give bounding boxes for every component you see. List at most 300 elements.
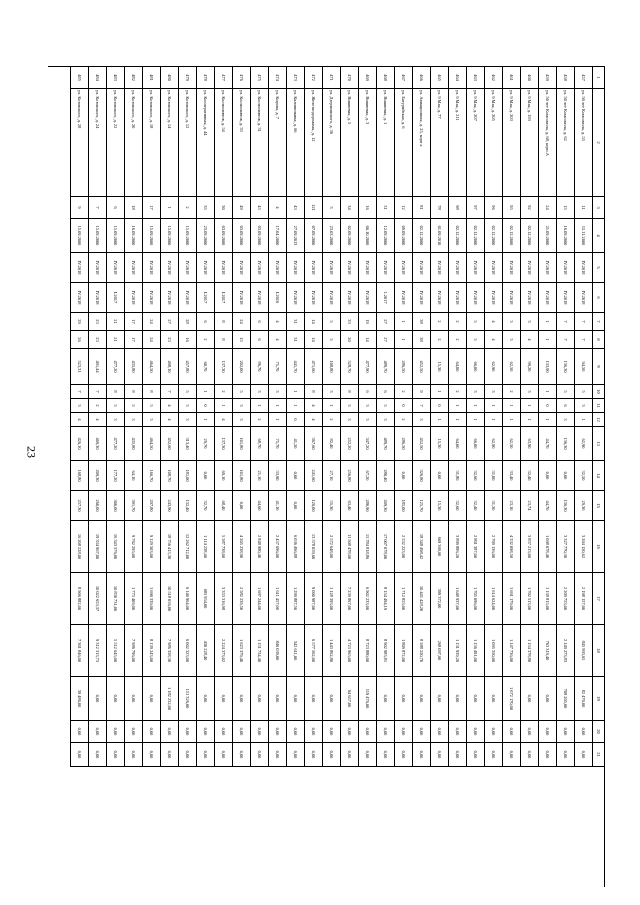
table-cell: 0,00: [268, 677, 286, 721]
table-cell: 38: [412, 313, 430, 331]
table-cell: 481: [142, 67, 160, 89]
table-cell: 0,00: [70, 743, 88, 767]
table-cell: 64,00: [448, 349, 466, 385]
table-cell: 0,00: [394, 461, 412, 491]
table-cell: 0,00: [394, 743, 412, 767]
table-cell: 4: [268, 313, 286, 331]
table-cell: 498,10: [160, 349, 178, 385]
table-cell: 62,90: [484, 427, 502, 461]
table-cell: ул. Котовского, д. 28: [70, 89, 88, 197]
table-cell: 2: [394, 413, 412, 427]
table-cell: 11 508 478,00: [340, 521, 358, 573]
table-cell: 0,00: [322, 677, 340, 721]
table-cell: 0,00: [538, 677, 556, 721]
table-cell: 1: [538, 413, 556, 427]
table-cell: 0,00: [250, 721, 268, 743]
column-header: 1: [592, 67, 604, 89]
table-cell: 0,00: [556, 743, 574, 767]
table-cell: 55,30: [322, 491, 340, 521]
table-cell: 0,00: [448, 743, 466, 767]
table-cell: 34: [340, 197, 358, 219]
table-cell: 0: [196, 399, 214, 413]
table-cell: 18 756 415,30: [160, 521, 178, 573]
table-cell: 21: [106, 313, 124, 331]
table-cell: IV.2018: [520, 253, 538, 283]
table-cell: 0,00: [412, 721, 430, 743]
table-cell: 0: [286, 413, 304, 427]
table-cell: 8: [214, 313, 232, 331]
table-cell: ул. Вишневая, д. 3: [358, 89, 376, 197]
table-cell: 15: [232, 331, 250, 349]
table-cell: 0,00: [232, 743, 250, 767]
column-header: 13: [592, 427, 604, 461]
table-cell: 126,00: [304, 491, 322, 521]
table-cell: 03.09.2000: [214, 219, 232, 253]
table-cell: 02.12.2000: [448, 219, 466, 253]
table-cell: 0,00: [88, 677, 106, 721]
table-cell: 5: [124, 399, 142, 413]
table-cell: ул. Котовского, д. 18: [142, 89, 160, 197]
table-cell: 347,20: [358, 427, 376, 461]
table-cell: 1 809 872,00: [394, 625, 412, 677]
table-cell: 0,00: [142, 721, 160, 743]
table-cell: 7 986 358,30: [160, 625, 178, 677]
table-cell: 1: [448, 399, 466, 413]
table-cell: 24: [232, 313, 250, 331]
column-header: 12: [592, 413, 604, 427]
table-cell: 4: [70, 413, 88, 427]
table-cell: IV.2018: [394, 283, 412, 313]
table-cell: 0,00: [88, 743, 106, 767]
table-cell: 1 151 734,40: [250, 625, 268, 677]
table-cell: 458: [556, 67, 574, 89]
table-cell: 2: [430, 331, 448, 349]
table-cell: 1: [286, 399, 304, 413]
table-cell: 475: [250, 67, 268, 89]
table-cell: 4: [304, 413, 322, 427]
table-cell: 3: [124, 413, 142, 427]
table-cell: I.2017: [196, 283, 214, 313]
table-cell: 471: [322, 67, 340, 89]
table-cell: 2 801 387,00: [466, 521, 484, 573]
table-cell: 477: [214, 67, 232, 89]
table-cell: IV.2018: [430, 283, 448, 313]
table-cell: 67,20: [358, 461, 376, 491]
table-cell: 5: [466, 331, 484, 349]
table-cell: 466: [412, 67, 430, 89]
table-cell: 2 582 239,50: [232, 573, 250, 625]
table-cell: 2 457 696,00: [268, 521, 286, 573]
table-cell: 209,30: [376, 491, 394, 521]
table-cell: 82,40: [322, 427, 340, 461]
table-cell: IV.2018: [412, 253, 430, 283]
table-cell: 0,00: [538, 461, 556, 491]
table-cell: IV.2018: [142, 253, 160, 283]
table-cell: 21.09.2000: [538, 219, 556, 253]
table-cell: 0,00: [466, 721, 484, 743]
table-cell: 0,00: [286, 721, 304, 743]
table-cell: 483: [106, 67, 124, 89]
table-cell: 15,30: [430, 427, 448, 461]
table-cell: 1: [196, 413, 214, 427]
table-cell: 0,00: [538, 721, 556, 743]
column-header: 14: [592, 461, 604, 491]
table-cell: ул. 9 Мая, д. 205: [484, 89, 502, 197]
table-cell: 20: [340, 331, 358, 349]
table-cell: 3: [466, 385, 484, 399]
table-cell: 0,00: [466, 677, 484, 721]
table-cell: 07.09.2000: [304, 219, 322, 253]
table-cell: 16 343 376,00: [106, 521, 124, 573]
table-cell: 45: [250, 197, 268, 219]
table-cell: 17.04.2000: [268, 219, 286, 253]
table-cell: 1: [430, 413, 448, 427]
table-cell: ул. Калиничкина, д. 66: [286, 89, 304, 197]
table-cell: 68,70: [250, 427, 268, 461]
table-cell: ул. 9 Мая, д. 211: [448, 89, 466, 197]
table-cell: 0,00: [304, 743, 322, 767]
table-cell: 3: [178, 399, 196, 413]
table-cell: 119 476,00: [358, 677, 376, 721]
table-cell: 44,60: [250, 491, 268, 521]
table-cell: 26: [70, 331, 88, 349]
table-cell: 166,70: [142, 461, 160, 491]
table-cell: 845 993,65: [574, 625, 592, 677]
table-cell: 2 209 753,00: [556, 573, 574, 625]
table-cell: 32,60: [448, 491, 466, 521]
table-cell: 11: [574, 197, 592, 219]
table-cell: 476: [232, 67, 250, 89]
table-cell: 6: [250, 331, 268, 349]
table-cell: 82 470,00: [574, 677, 592, 721]
table-cell: 15.11.2000: [574, 219, 592, 253]
table-cell: 243,90: [160, 491, 178, 521]
table-cell: 10 441 428,20: [412, 573, 430, 625]
table-cell: 0,00: [214, 743, 232, 767]
table-cell: 5: [574, 385, 592, 399]
table-cell: 3 353 316,98: [214, 573, 232, 625]
table-cell: 17: [142, 197, 160, 219]
table-cell: 485: [70, 67, 88, 89]
table-cell: 2 224 373,02: [214, 625, 232, 677]
table-cell: 300,00: [106, 491, 124, 521]
table-cell: IV.2018: [88, 283, 106, 313]
table-cell: 452,50: [412, 349, 430, 385]
table-cell: 23: [160, 331, 178, 349]
table-cell: 1 648 937,00: [448, 573, 466, 625]
table-cell: 342 611,00: [286, 625, 304, 677]
table-cell: 81: [412, 197, 430, 219]
table-cell: 8: [304, 385, 322, 399]
table-cell: 4 332 098,50: [502, 521, 520, 573]
table-cell: 1 623 379,40: [232, 625, 250, 677]
table-cell: 27: [376, 331, 394, 349]
table-cell: 280,90: [358, 491, 376, 521]
table-cell: 0: [538, 399, 556, 413]
table-cell: 32,50: [574, 461, 592, 491]
table-cell: 7: [556, 331, 574, 349]
table-cell: 41,10: [268, 491, 286, 521]
table-cell: 16: [358, 197, 376, 219]
table-cell: 31: [376, 197, 394, 219]
table-cell: 0,00: [430, 677, 448, 721]
column-header: 8: [592, 331, 604, 349]
table-cell: 29,70: [196, 427, 214, 461]
table-cell: 14: [304, 313, 322, 331]
table-cell: 3 327 770,30: [556, 521, 574, 573]
table-cell: 523,31: [70, 349, 88, 385]
table-cell: 0,00: [196, 461, 214, 491]
table-cell: 6: [106, 197, 124, 219]
table-cell: 4: [484, 331, 502, 349]
table-cell: IV.2018: [502, 253, 520, 283]
table-cell: 202,00: [232, 349, 250, 385]
table-cell: 1: [268, 399, 286, 413]
table-cell: 1: [430, 385, 448, 399]
table-cell: 0,00: [340, 721, 358, 743]
table-cell: 17 007 078,00: [376, 521, 394, 573]
table-cell: 94,50: [574, 349, 592, 385]
table-cell: 8: [106, 385, 124, 399]
table-cell: 1: [466, 413, 484, 427]
table-cell: 0: [394, 399, 412, 413]
table-cell: 62,50: [502, 349, 520, 385]
table-cell: 452,60: [160, 427, 178, 461]
table-cell: 7 301 846,00: [70, 625, 88, 677]
table-cell: 461: [502, 67, 520, 89]
table-frame: [49, 66, 605, 886]
table-cell: 02.12.2000: [466, 219, 484, 253]
table-cell: 1: [160, 197, 178, 219]
table-cell: 23,74: [520, 491, 538, 521]
table-cell: 0,00: [358, 721, 376, 743]
table-cell: ул. Вишневая, д. 1: [376, 89, 394, 197]
table-cell: 2 532 223,00: [394, 521, 412, 573]
table-cell: 0,00: [124, 743, 142, 767]
table-cell: 1 691 179,00: [502, 573, 520, 625]
table-cell: ул. 50 лет Комсомола, д. 62: [556, 89, 574, 197]
table-cell: 1: [394, 313, 412, 331]
table-cell: 685 954,00: [196, 573, 214, 625]
table-cell: 3: [358, 413, 376, 427]
table-cell: 185,00: [394, 491, 412, 521]
table-cell: 99,20: [520, 349, 538, 385]
table-cell: 0,00: [160, 721, 178, 743]
table-cell: 4: [214, 413, 232, 427]
table-cell: IV.2018: [574, 283, 592, 313]
table-cell: 06.10.2000: [358, 219, 376, 253]
table-cell: 02.09.2000: [340, 219, 358, 253]
table-cell: 7: [160, 385, 178, 399]
column-header: 5: [592, 253, 604, 283]
table-cell: 470: [340, 67, 358, 89]
table-cell: 0,00: [286, 677, 304, 721]
table-cell: 0,00: [304, 721, 322, 743]
table-cell: 1: [520, 399, 538, 413]
table-cell: 474: [268, 67, 286, 89]
table-cell: ул. 9 Мая, д. 77: [430, 89, 448, 197]
table-cell: 2: [322, 413, 340, 427]
table-cell: 1 690 339,00: [142, 573, 160, 625]
table-cell: 479: [178, 67, 196, 89]
table-cell: 1: [322, 399, 340, 413]
table-cell: 5: [466, 313, 484, 331]
table-cell: 7: [88, 385, 106, 399]
table-cell: 0,00: [250, 743, 268, 767]
table-cell: 136,30: [556, 349, 574, 385]
table-cell: 24: [142, 331, 160, 349]
table-cell: ул. Котовского, д. 24: [88, 89, 106, 197]
column-header: 10: [592, 385, 604, 399]
table-cell: 136,30: [556, 491, 574, 521]
table-cell: IV.2018: [430, 253, 448, 283]
table-cell: 3 204 150,62: [574, 521, 592, 573]
table-cell: 92: [520, 197, 538, 219]
table-cell: 23.09.2000: [196, 219, 214, 253]
table-cell: 02.12.2000: [520, 219, 538, 253]
table-cell: IV.2018: [484, 283, 502, 313]
table-cell: 469,30: [88, 427, 106, 461]
table-cell: 1 702 513,00: [520, 573, 538, 625]
table-cell: 6: [196, 313, 214, 331]
table-cell: 10 022 653,37: [88, 573, 106, 625]
table-cell: 8 906 882,00: [70, 573, 88, 625]
table-cell: IV.2018: [574, 253, 592, 283]
table-cell: 1 147 736,00: [502, 625, 520, 677]
table-cell: ул. Железнодорожная, д. 12: [304, 89, 322, 197]
table-cell: 286,50: [394, 427, 412, 461]
table-cell: 18: [124, 197, 142, 219]
table-cell: 5 512 645,00: [106, 625, 124, 677]
table-cell: 3: [106, 413, 124, 427]
table-cell: IV.2018: [466, 253, 484, 283]
table-cell: 472: [304, 67, 322, 89]
table-cell: 0,00: [448, 677, 466, 721]
table-cell: 2: [448, 385, 466, 399]
table-cell: 0,00: [376, 721, 394, 743]
table-cell: IV.2018: [250, 283, 268, 313]
table-cell: 1 614 624,00: [484, 573, 502, 625]
table-cell: 3: [502, 331, 520, 349]
table-cell: ул. Котовского, д. 22: [106, 89, 124, 197]
table-cell: 0,00: [412, 677, 430, 721]
table-cell: 0,00: [106, 677, 124, 721]
table-cell: 3: [322, 197, 340, 219]
table-cell: 0,00: [88, 721, 106, 743]
table-cell: IV.2018: [88, 253, 106, 283]
table-cell: IV.2018: [394, 253, 412, 283]
table-cell: 435,80: [124, 427, 142, 461]
table-cell: ул. Кирова, д. 7: [268, 89, 286, 197]
table-cell: 133,90: [538, 349, 556, 385]
table-cell: IV.2018: [304, 283, 322, 313]
table-cell: 1: [250, 399, 268, 413]
table-cell: 3: [520, 385, 538, 399]
table-cell: 0,00: [286, 491, 304, 521]
table-cell: 7: [574, 331, 592, 349]
table-cell: 8 154 494,19: [376, 573, 394, 625]
table-cell: 41,20: [286, 427, 304, 461]
table-cell: 1 114 238,40: [196, 521, 214, 573]
table-cell: 6 140 964,00: [178, 573, 196, 625]
column-header: 20: [592, 721, 604, 743]
table-cell: 7: [412, 399, 430, 413]
table-cell: 4 723 965,00: [340, 625, 358, 677]
table-cell: 482: [124, 67, 142, 89]
table-cell: IV.2018: [214, 253, 232, 283]
table-cell: 9: [412, 385, 430, 399]
table-cell: ул. Космонавтов, д. 54: [214, 89, 232, 197]
table-cell: 669 369,60: [430, 521, 448, 573]
table-cell: 3: [340, 413, 358, 427]
table-cell: 4: [484, 313, 502, 331]
table-cell: 399 372,00: [430, 573, 448, 625]
table-cell: 4: [520, 331, 538, 349]
table-cell: 457: [574, 67, 592, 89]
table-cell: 1: [214, 399, 232, 413]
table-cell: 02.12.2000: [502, 219, 520, 253]
table-cell: 257,30: [70, 491, 88, 521]
table-cell: 35: [196, 197, 214, 219]
table-cell: 16.09.2000: [124, 219, 142, 253]
table-cell: ул. Батурийская, д. 6: [394, 89, 412, 197]
table-cell: 5: [232, 385, 250, 399]
table-cell: ул. 9 Мая, д. 203: [502, 89, 520, 197]
table-cell: ул. 9 Мая, д. 207: [466, 89, 484, 197]
table-cell: IV.2018: [484, 253, 502, 283]
column-header: 4: [592, 219, 604, 253]
table-cell: 0,00: [520, 743, 538, 767]
table-cell: ул. Дзержинского, д. 36: [322, 89, 340, 197]
table-cell: 94 657,00: [340, 677, 358, 721]
table-cell: 177,20: [106, 461, 124, 491]
table-cell: 2: [196, 331, 214, 349]
table-cell: 75,70: [268, 349, 286, 385]
table-cell: 268 097,60: [430, 625, 448, 677]
table-cell: 15,30: [430, 491, 448, 521]
table-cell: 1: [574, 413, 592, 427]
table-cell: 489,70: [376, 427, 394, 461]
table-cell: 2: [88, 399, 106, 413]
table-cell: 457,80: [178, 349, 196, 385]
table-cell: 02.12.2000: [412, 219, 430, 253]
table-cell: 0,00: [448, 721, 466, 743]
table-cell: 297,80: [142, 491, 160, 521]
page-number: 23: [24, 446, 39, 458]
table-cell: 66,00: [466, 349, 484, 385]
table-cell: 1: [196, 385, 214, 399]
table-cell: IV.2018: [106, 253, 124, 283]
table-cell: IV.2018: [304, 253, 322, 283]
table-cell: IV.2018: [196, 253, 214, 283]
table-cell: IV.2018: [70, 283, 88, 313]
table-cell: 286,50: [394, 349, 412, 385]
table-cell: 4: [304, 399, 322, 413]
table-cell: 4: [160, 399, 178, 413]
table-cell: 4: [268, 331, 286, 349]
table-cell: 5: [556, 385, 574, 399]
table-cell: 12: [394, 197, 412, 219]
table-cell: 62,50: [502, 427, 520, 461]
table-cell: 9 312 313,73: [88, 625, 106, 677]
table-cell: 132,40: [178, 491, 196, 521]
table-cell: 464: [448, 67, 466, 89]
table-cell: 3: [574, 399, 592, 413]
table-cell: IV.2018: [178, 283, 196, 313]
table-cell: 0,00: [376, 743, 394, 767]
table-cell: 0,00: [214, 721, 232, 743]
table-cell: 1.2017: [376, 283, 394, 313]
